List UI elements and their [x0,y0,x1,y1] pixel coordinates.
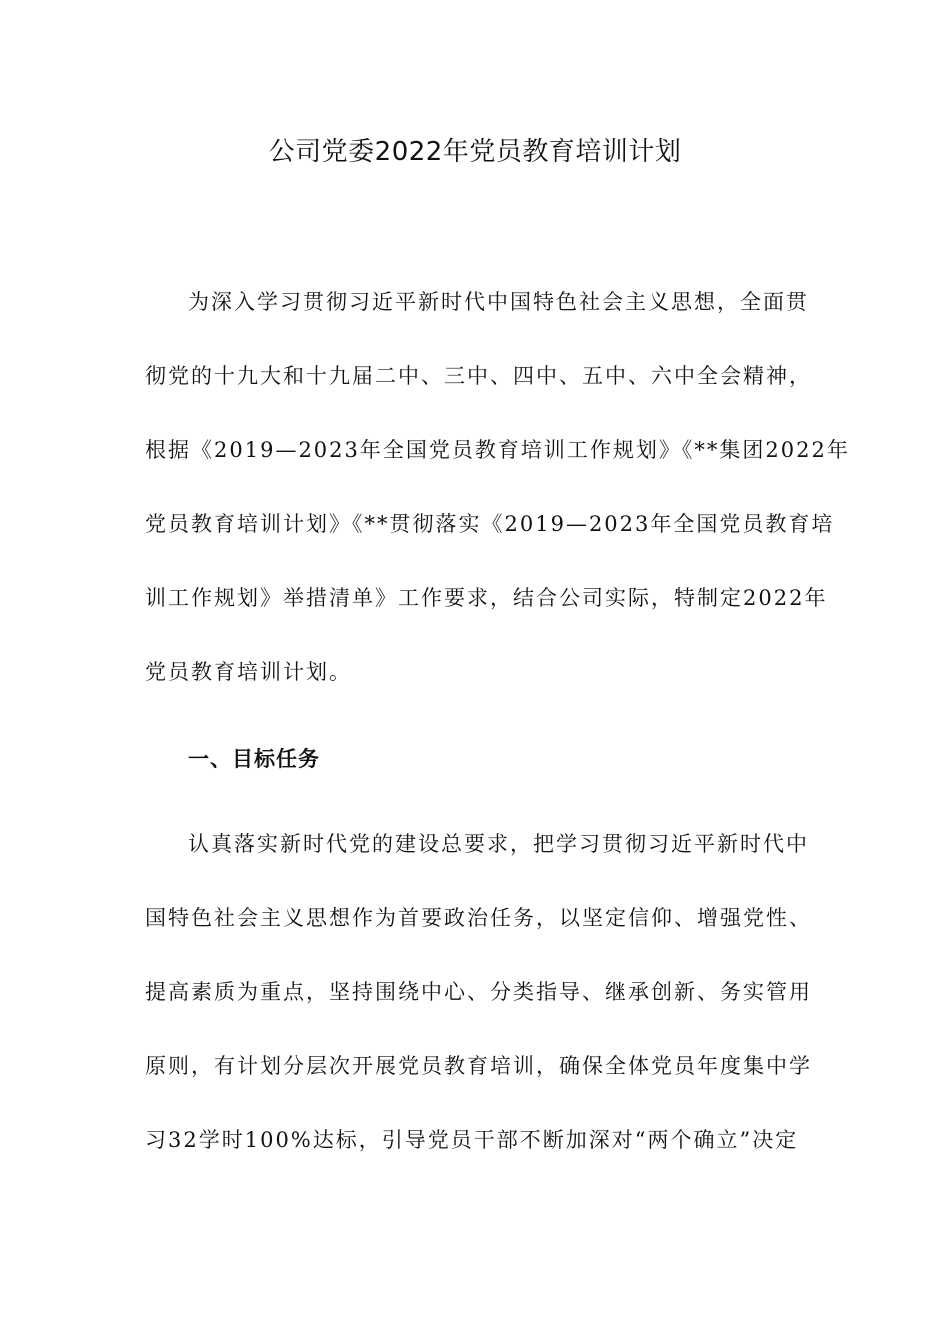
intro-line-6: 党员教育培训计划。 [145,660,352,684]
section1-line-1: 认真落实新时代党的建设总要求，把学习贯彻习近平新时代中 [188,832,809,856]
section1-line-2: 国特色社会主义思想作为首要政治任务，以坚定信仰、增强党性、 [145,906,812,930]
section1-line-3: 提高素质为重点，坚持围绕中心、分类指导、继承创新、务实管用 [145,980,812,1004]
intro-line-5: 训工作规划》举措清单》工作要求，结合公司实际，特制定2022年 [145,586,828,610]
section1-line-5: 习32学时100%达标，引导党员干部不断加深对“两个确立”决定 [145,1128,799,1152]
document-title: 公司党委2022年党员教育培训计划 [268,137,682,167]
intro-line-2: 彻党的十九大和十九届二中、三中、四中、五中、六中全会精神， [145,364,812,388]
section-heading-goals: 一、目标任务 [188,747,320,771]
intro-line-4: 党员教育培训计划》《**贯彻落实《2019—2023年全国党员教育培 [145,512,835,536]
intro-line-3: 根据《2019—2023年全国党员教育培训工作规划》《**集团2022年 [145,438,850,462]
intro-line-1: 为深入学习贯彻习近平新时代中国特色社会主义思想，全面贯 [188,290,809,314]
section1-line-4: 原则，有计划分层次开展党员教育培训，确保全体党员年度集中学 [145,1054,812,1078]
